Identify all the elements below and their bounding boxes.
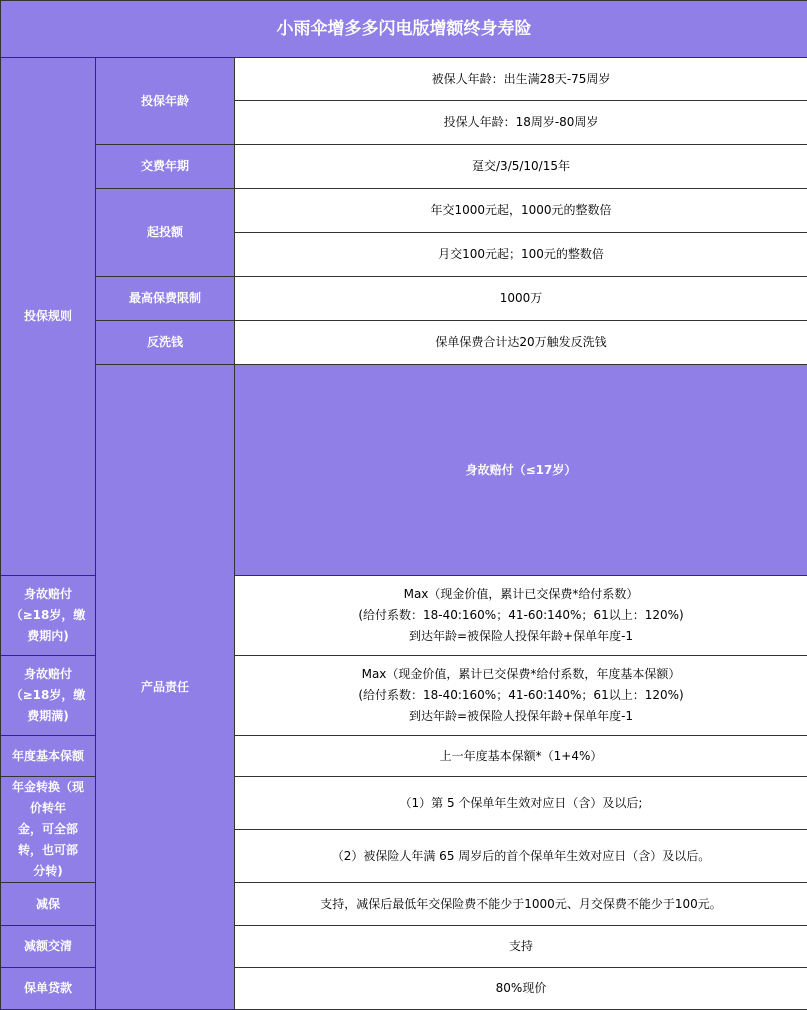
- term-value: 趸交/3/5/10/15年: [235, 145, 807, 189]
- table-title: 小雨伞增多多闪电版增额终身寿险: [1, 1, 807, 58]
- basic-label: 年度基本保额: [1, 736, 96, 777]
- loan-label: 保单贷款: [1, 968, 96, 1010]
- holder-age: 投保人年龄：18周岁-80周岁: [235, 101, 807, 145]
- death-paying-label-line: （≥18岁，缴费期内): [7, 605, 89, 647]
- death-paying-line: 到达年龄=被保险人投保年龄+保单年度-1: [241, 626, 801, 647]
- reduce-value: 支持，减保后最低年交保险费不能少于1000元、月交保费不能少于100元。: [235, 883, 807, 926]
- death-paid-line: (给付系数：18-40:160%；41-60:140%；61以上：120%): [241, 685, 801, 706]
- death-paid-value: [235, 656, 807, 736]
- death-paying-line: (给付系数：18-40:160%；41-60:140%；61以上：120%): [241, 605, 801, 626]
- death-paying-value: [235, 576, 807, 656]
- death-paid-label-line: 身故赔付: [7, 664, 89, 685]
- annuity-value-2: （2）被保险人年满 65 周岁后的首个保单年生效对应日（含）及以后。: [235, 830, 807, 883]
- death-u17-label: 身故赔付（≤17岁）: [235, 365, 807, 576]
- term-label: 交费年期: [96, 145, 235, 189]
- reduce-label: 减保: [1, 883, 96, 926]
- max-value: 1000万: [235, 277, 807, 321]
- death-paying-line: Max（现金价值，累计已交保费*给付系数）: [241, 584, 801, 605]
- death-paid-label: [1, 656, 96, 736]
- aml-value: 保单保费合计达20万触发反洗钱: [235, 321, 807, 365]
- annuity-label-line: 分转): [7, 861, 89, 882]
- section-rules: 投保规则: [1, 58, 96, 576]
- reduce-paidup-value: 支持: [235, 926, 807, 968]
- min-monthly: 月交100元起；100元的整数倍: [235, 233, 807, 277]
- age-label: 投保年龄: [96, 58, 235, 145]
- loan-value: 80%现价: [235, 968, 807, 1010]
- death-paid-line: 到达年龄=被保险人投保年龄+保单年度-1: [241, 706, 801, 727]
- min-annual: 年交1000元起，1000元的整数倍: [235, 189, 807, 233]
- basic-value: 上一年度基本保额*（1+4%）: [235, 736, 807, 777]
- insured-age: 被保人年龄：出生满28天-75周岁: [235, 58, 807, 101]
- aml-label: 反洗钱: [96, 321, 235, 365]
- annuity-value-1: （1）第 5 个保单年生效对应日（含）及以后;: [235, 777, 807, 830]
- annuity-label-line: 金，可全部转，也可部: [7, 819, 89, 861]
- death-paying-label-line: 身故赔付: [7, 584, 89, 605]
- annuity-label-line: 年金转换（现价转年: [7, 777, 89, 819]
- annuity-label: [1, 777, 96, 883]
- section-liability: 产品责任: [96, 365, 235, 1010]
- reduce-paidup-label: 减额交清: [1, 926, 96, 968]
- max-label: 最高保费限制: [96, 277, 235, 321]
- min-label: 起投额: [96, 189, 235, 277]
- death-paid-line: Max（现金价值，累计已交保费*给付系数，年度基本保额）: [241, 664, 801, 685]
- death-paid-label-line: （≥18岁，缴费期满): [7, 685, 89, 727]
- death-paying-label: [1, 576, 96, 656]
